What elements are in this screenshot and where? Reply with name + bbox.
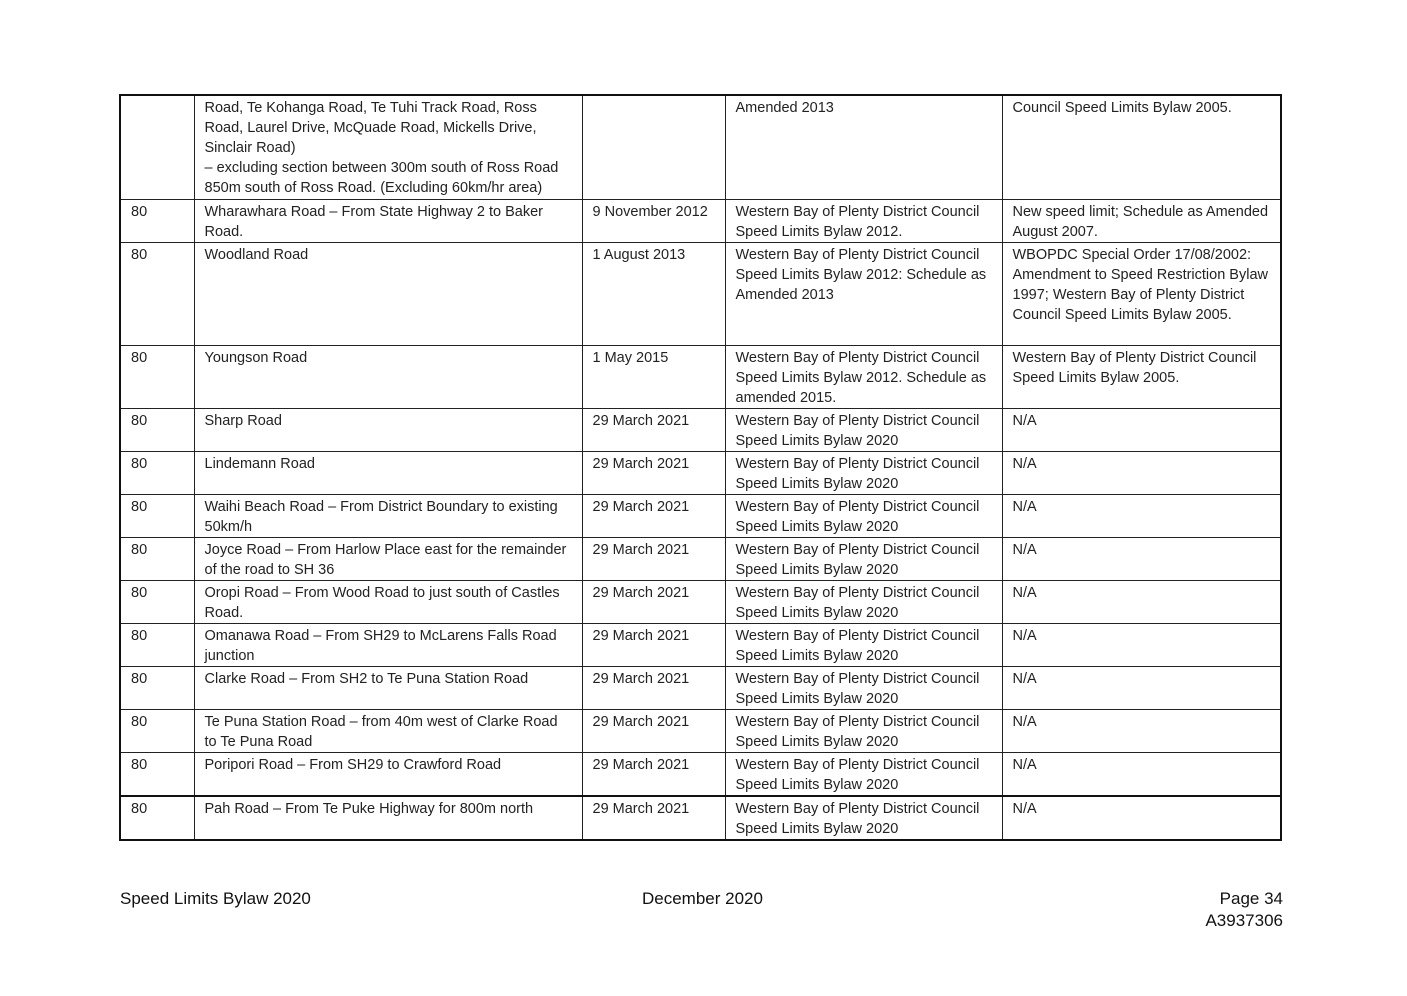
footer-date: December 2020: [642, 889, 763, 908]
speed-limit-cell: [120, 95, 194, 199]
previous-bylaw-cell: N/A: [1002, 623, 1281, 666]
bylaw-reference-cell: Western Bay of Plenty District Council Speed Limits Bylaw 2012.: [725, 199, 1002, 242]
previous-bylaw-cell: N/A: [1002, 752, 1281, 796]
effective-date-cell: 29 March 2021: [582, 580, 725, 623]
speed-limit-cell: 80: [120, 537, 194, 580]
road-description-cell: Lindemann Road: [194, 451, 582, 494]
speed-limit-cell: 80: [120, 408, 194, 451]
previous-bylaw-cell: New speed limit; Schedule as Amended August 2007.: [1002, 199, 1281, 242]
bylaw-reference-cell: Amended 2013: [725, 95, 1002, 199]
previous-bylaw-cell: N/A: [1002, 580, 1281, 623]
road-description-cell: Wharawhara Road – From State Highway 2 to Baker Road.: [194, 199, 582, 242]
bylaw-reference-cell: Western Bay of Plenty District Council Speed Limits Bylaw 2020: [725, 666, 1002, 709]
road-description-cell: Te Puna Station Road – from 40m west of Clarke Road to Te Puna Road: [194, 709, 582, 752]
road-description-cell: Clarke Road – From SH2 to Te Puna Station Road: [194, 666, 582, 709]
speed-limit-cell: 80: [120, 752, 194, 796]
bylaw-reference-cell: Western Bay of Plenty District Council Speed Limits Bylaw 2020: [725, 580, 1002, 623]
bylaw-reference-cell: Western Bay of Plenty District Council Speed Limits Bylaw 2012: Schedule as Amended 2013: [725, 242, 1002, 345]
table-row: [120, 796, 1281, 840]
table-body: [120, 95, 1281, 840]
road-description-cell: Woodland Road: [194, 242, 582, 345]
bylaw-reference-cell: Western Bay of Plenty District Council Speed Limits Bylaw 2020: [725, 408, 1002, 451]
effective-date-cell: 9 November 2012: [582, 199, 725, 242]
bylaw-reference-cell: Western Bay of Plenty District Council Speed Limits Bylaw 2020: [725, 451, 1002, 494]
road-description-cell: Road, Te Kohanga Road, Te Tuhi Track Road, Ross Road, Laurel Drive, McQuade Road, Mickells Drive, Sinclair Road) – excluding section between 300m south of Ross Road 850m south of Ross Road. (Excluding 60km/hr area): [194, 95, 582, 199]
effective-date-cell: 29 March 2021: [582, 666, 725, 709]
speed-limit-cell: 80: [120, 666, 194, 709]
road-description-cell: Sharp Road: [194, 408, 582, 451]
bylaw-reference-cell: Western Bay of Plenty District Council Speed Limits Bylaw 2020: [725, 709, 1002, 752]
effective-date-cell: 29 March 2021: [582, 451, 725, 494]
bylaw-reference-cell: Western Bay of Plenty District Council Speed Limits Bylaw 2012. Schedule as amended 2015.: [725, 345, 1002, 408]
table-row: [120, 494, 1281, 537]
speed-limit-cell: 80: [120, 451, 194, 494]
effective-date-cell: 1 May 2015: [582, 345, 725, 408]
speed-limit-cell: 80: [120, 345, 194, 408]
road-description-cell: Oropi Road – From Wood Road to just south of Castles Road.: [194, 580, 582, 623]
table-row: [120, 709, 1281, 752]
previous-bylaw-cell: Western Bay of Plenty District Council Speed Limits Bylaw 2005.: [1002, 345, 1281, 408]
previous-bylaw-cell: N/A: [1002, 494, 1281, 537]
previous-bylaw-cell: N/A: [1002, 451, 1281, 494]
effective-date-cell: 29 March 2021: [582, 752, 725, 796]
speed-limit-cell: 80: [120, 199, 194, 242]
road-description-cell: Poripori Road – From SH29 to Crawford Road: [194, 752, 582, 796]
table-row: [120, 95, 1281, 199]
table-row: [120, 580, 1281, 623]
road-description-cell: Youngson Road: [194, 345, 582, 408]
bylaw-reference-cell: Western Bay of Plenty District Council Speed Limits Bylaw 2020: [725, 752, 1002, 796]
effective-date-cell: 29 March 2021: [582, 494, 725, 537]
speed-limit-cell: 80: [120, 709, 194, 752]
previous-bylaw-cell: Council Speed Limits Bylaw 2005.: [1002, 95, 1281, 199]
table-row: [120, 623, 1281, 666]
footer-document-reference: A3937306: [1205, 911, 1283, 930]
road-description-cell: Pah Road – From Te Puke Highway for 800m north: [194, 796, 582, 840]
table-row: [120, 451, 1281, 494]
table-row: [120, 345, 1281, 408]
table-row: [120, 199, 1281, 242]
effective-date-cell: 29 March 2021: [582, 537, 725, 580]
footer-document-title: Speed Limits Bylaw 2020: [120, 889, 311, 908]
speed-limit-schedule-table: [119, 94, 1282, 841]
bylaw-reference-cell: Western Bay of Plenty District Council Speed Limits Bylaw 2020: [725, 796, 1002, 840]
bylaw-reference-cell: Western Bay of Plenty District Council Speed Limits Bylaw 2020: [725, 494, 1002, 537]
previous-bylaw-cell: N/A: [1002, 666, 1281, 709]
effective-date-cell: 29 March 2021: [582, 709, 725, 752]
road-description-cell: Omanawa Road – From SH29 to McLarens Falls Road junction: [194, 623, 582, 666]
footer-page-number: Page 34: [1219, 889, 1283, 908]
table-row: [120, 242, 1281, 345]
effective-date-cell: 29 March 2021: [582, 796, 725, 840]
road-description-cell: Waihi Beach Road – From District Boundary to existing 50km/h: [194, 494, 582, 537]
footer-page-info: [1205, 888, 1283, 932]
bylaw-reference-cell: Western Bay of Plenty District Council Speed Limits Bylaw 2020: [725, 537, 1002, 580]
effective-date-cell: [582, 95, 725, 199]
table-row: [120, 408, 1281, 451]
effective-date-cell: 29 March 2021: [582, 623, 725, 666]
previous-bylaw-cell: WBOPDC Special Order 17/08/2002: Amendment to Speed Restriction Bylaw 1997; Western Bay of Plenty District Council Speed Limits Bylaw 2005.: [1002, 242, 1281, 345]
bylaw-reference-cell: Western Bay of Plenty District Council Speed Limits Bylaw 2020: [725, 623, 1002, 666]
road-description-cell: Joyce Road – From Harlow Place east for the remainder of the road to SH 36: [194, 537, 582, 580]
speed-limit-cell: 80: [120, 623, 194, 666]
table-row: [120, 537, 1281, 580]
speed-limit-cell: 80: [120, 494, 194, 537]
previous-bylaw-cell: N/A: [1002, 709, 1281, 752]
table-row: [120, 752, 1281, 796]
table-row: [120, 666, 1281, 709]
previous-bylaw-cell: N/A: [1002, 537, 1281, 580]
speed-limit-cell: 80: [120, 580, 194, 623]
previous-bylaw-cell: N/A: [1002, 408, 1281, 451]
speed-limit-cell: 80: [120, 242, 194, 345]
speed-limit-cell: 80: [120, 796, 194, 840]
previous-bylaw-cell: N/A: [1002, 796, 1281, 840]
effective-date-cell: 1 August 2013: [582, 242, 725, 345]
effective-date-cell: 29 March 2021: [582, 408, 725, 451]
